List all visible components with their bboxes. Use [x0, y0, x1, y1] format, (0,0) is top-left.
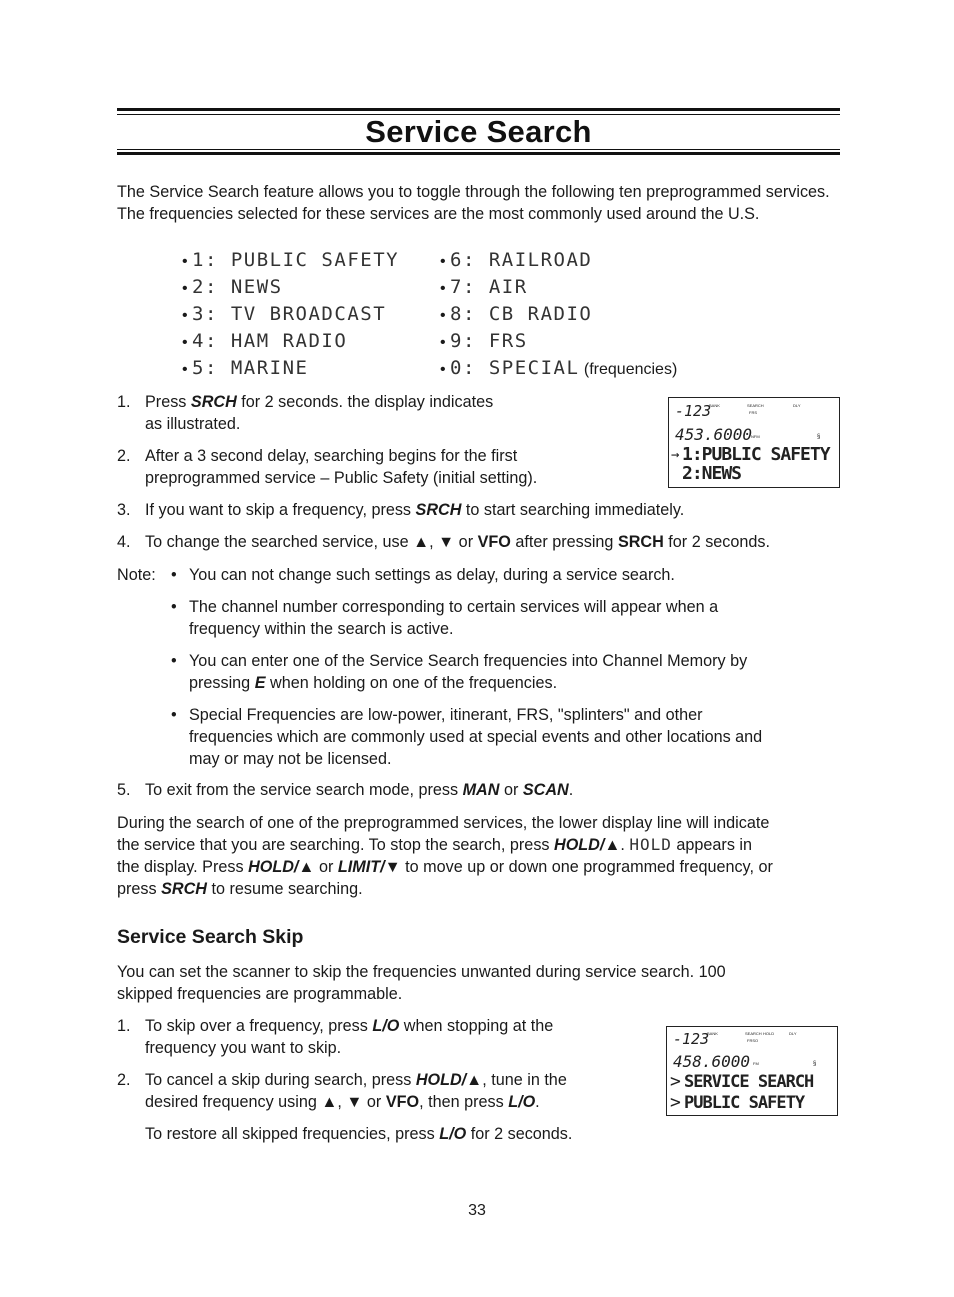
service-item: • 3: TV BROADCAST — [182, 303, 387, 325]
key-srch: SRCH — [617, 533, 664, 551]
note-bullet: • — [171, 598, 177, 616]
display-channel: -123 — [673, 1030, 710, 1048]
step-3-text: If you want to skip a frequency, press SRCH to start searching immediately. — [145, 501, 685, 519]
step-number: 5. — [117, 781, 131, 799]
note-label: Note: — [117, 566, 156, 584]
lcd-display-illustration-2 — [666, 1026, 838, 1116]
step-5-text: To exit from the service search mode, press MAN or SCAN. — [145, 781, 574, 799]
step-number: 2. — [117, 1071, 131, 1089]
display-line-1: 1:PUBLIC SAFETY — [682, 444, 830, 465]
key-srch: SRCH — [415, 501, 462, 519]
section-heading: Service Search Skip — [117, 926, 304, 948]
intro-paragraph: The Service Search feature allows you to toggle through the following ten preprogrammed services. The frequencies selected for these services are the most commonly used around the U.S. — [117, 183, 830, 223]
service-item: • 8: CB RADIO — [440, 303, 593, 325]
display-channel: -123 — [675, 402, 712, 420]
key-srch: SRCH — [161, 880, 207, 898]
note-bullet: • — [171, 566, 177, 584]
key-man: MAN — [462, 781, 500, 799]
step-number: 4. — [117, 533, 131, 551]
display-frso-label: FRSO — [747, 1038, 759, 1043]
hold-lcd-text: HOLD — [629, 835, 672, 854]
service-item: • 2: NEWS — [182, 276, 283, 298]
display-mode: FM — [753, 1061, 759, 1066]
service-item: • 7: AIR — [440, 276, 528, 298]
step-2-text: After a 3 second delay, searching begins for the first preprogrammed service – Public Safety (initial setting). — [145, 447, 538, 487]
step-1-text: Press SRCH for 2 seconds. the display indicates as illustrated. — [145, 393, 494, 433]
service-item: • 4: HAM RADIO — [182, 330, 348, 352]
display-signal-icon: § — [813, 1061, 817, 1067]
key-hold: HOLD/▲ — [415, 1071, 483, 1089]
display-arrow-icon: → — [671, 447, 680, 463]
display-caret-icon: > — [670, 1071, 681, 1092]
page-title: Service Search — [365, 114, 592, 149]
key-hold: HOLD/▲ — [554, 836, 621, 854]
service-item: • 1: PUBLIC SAFETY — [182, 249, 400, 271]
title-rule-top-thick — [117, 108, 840, 111]
display-line-2: 2:NEWS — [682, 463, 742, 484]
services-note: (frequencies) — [583, 361, 678, 378]
display-dly-label: DLY — [793, 403, 801, 408]
during-paragraph: During the search of one of the preprogrammed services, the lower display line will indicate the service that you are searching. To stop the search, press HOLD/▲. HOLD appears in the display. Press HOLD/▲ or LIMIT/▼ to move up or down one programmed frequency, or press SRCH to resume searching. — [117, 814, 773, 898]
display-signal-icon: § — [817, 434, 821, 440]
key-srch: SRCH — [190, 393, 237, 411]
key-e: E — [254, 674, 266, 692]
display-line-1: SERVICE SEARCH — [684, 1072, 814, 1092]
key-scan: SCAN — [522, 781, 569, 799]
skip-step-2-text: To cancel a skip during search, press HOLD/▲, tune in the desired frequency using ▲, ▼ or VFO, then press L/O. — [145, 1071, 567, 1111]
note-3-text: You can enter one of the Service Search frequencies into Channel Memory by pressing E when holding on one of the frequencies. — [189, 652, 748, 692]
display-bank-label: BANK — [707, 1031, 718, 1036]
note-2-text: The channel number corresponding to certain services will appear when a frequency within the search is active. — [189, 598, 719, 638]
page-number: 33 — [468, 1202, 486, 1219]
display-hold-label: HOLD — [763, 1031, 775, 1036]
key-vfo: VFO — [477, 533, 511, 551]
skip-intro-paragraph: You can set the scanner to skip the frequencies unwanted during service search. 100 skipped frequencies are programmable. — [117, 963, 726, 1003]
key-hold: HOLD/▲ — [248, 858, 315, 876]
display-search-label: SEARCH — [745, 1031, 762, 1036]
step-number: 3. — [117, 501, 131, 519]
display-frs-label: FRS — [749, 410, 757, 415]
step-number: 1. — [117, 393, 131, 411]
display-frequency: 458.6000 — [673, 1052, 751, 1071]
lcd-display-illustration-1 — [668, 397, 840, 488]
note-bullet: • — [171, 706, 177, 724]
restore-text: To restore all skipped frequencies, press L/O for 2 seconds. — [145, 1125, 573, 1143]
step-number: 1. — [117, 1017, 131, 1035]
display-mode: NFM — [751, 434, 760, 439]
step-number: 2. — [117, 447, 131, 465]
service-item: • 6: RAILROAD — [440, 249, 593, 271]
display-frequency: 453.6000 — [675, 425, 753, 444]
key-limit: LIMIT/▼ — [337, 858, 401, 876]
title-rule-bottom-thin — [117, 149, 840, 150]
display-dly-label: DLY — [789, 1031, 797, 1036]
key-vfo: VFO — [385, 1093, 420, 1111]
note-bullet: • — [171, 652, 177, 670]
display-bank-label: BANK — [709, 403, 720, 408]
key-lo: L/O — [372, 1017, 400, 1035]
display-search-label: SEARCH — [747, 403, 764, 408]
display-line-2: PUBLIC SAFETY — [684, 1093, 805, 1113]
service-item: • 5: MARINE — [182, 357, 309, 379]
note-4-text: Special Frequencies are low-power, itinerant, FRS, "splinters" and other frequencies which are commonly used at special events and other locations and may or may not be licensed. — [189, 706, 763, 768]
note-1-text: You can not change such settings as delay, during a service search. — [189, 566, 675, 584]
key-lo: L/O — [439, 1125, 467, 1143]
skip-step-1-text: To skip over a frequency, press L/O when stopping at the frequency you want to skip. — [145, 1017, 554, 1057]
title-rule-bottom-thick — [117, 152, 840, 155]
service-item: • 9: FRS — [440, 330, 528, 352]
step-4-text: To change the searched service, use ▲, ▼ or VFO after pressing SRCH for 2 seconds. — [145, 533, 770, 551]
display-caret-icon: > — [670, 1092, 681, 1113]
key-lo: L/O — [508, 1093, 536, 1111]
service-item: • 0: SPECIAL (frequencies) — [440, 357, 678, 379]
